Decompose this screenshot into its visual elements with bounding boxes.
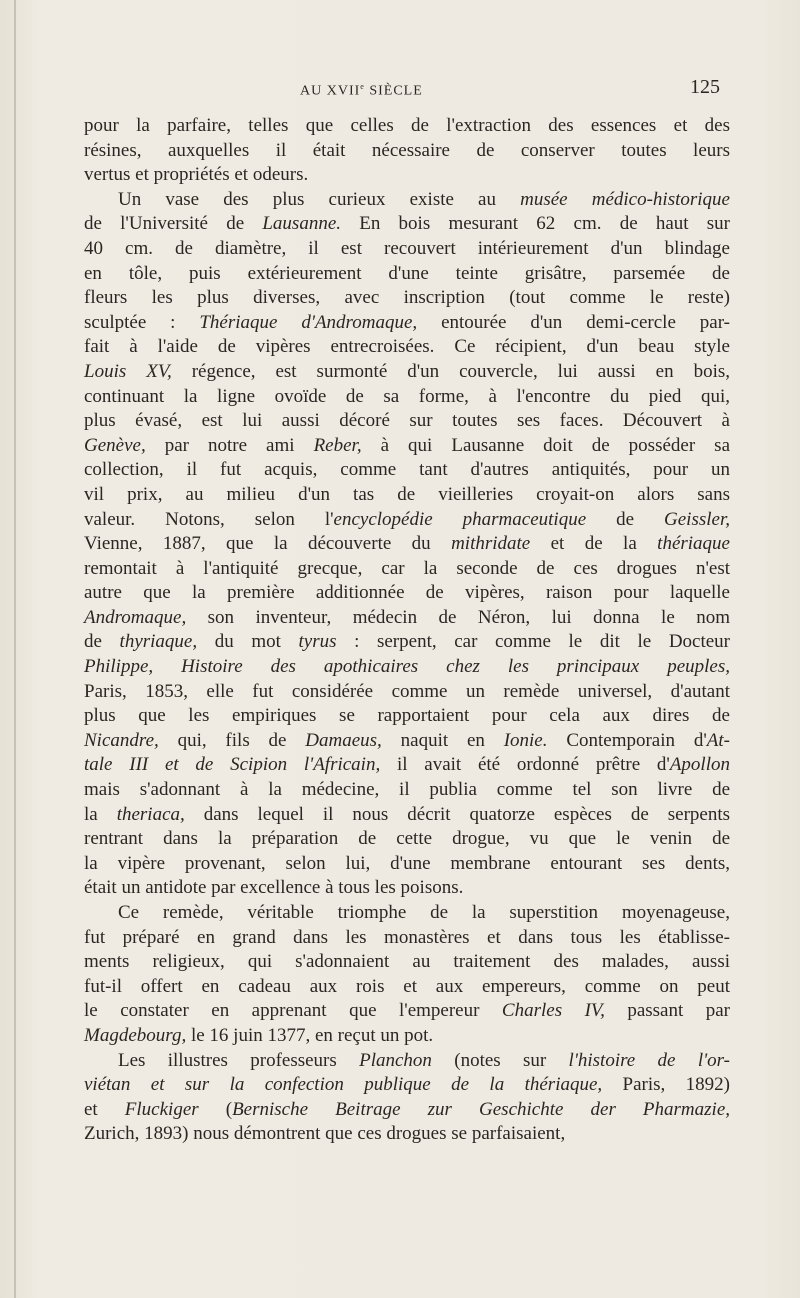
running-head: AU XVIIe SIÈCLE — [300, 82, 423, 99]
text-line: collection, il fut acquis, comme tant d'autres antiquités, pour un — [84, 459, 730, 481]
text-line: de thyriaque, du mot tyrus : serpent, car comme le dit le Docteur — [84, 631, 731, 653]
text-line: tale III et de Scipion l'Africain, il avait été ordonné prêtre d'Apollon — [84, 754, 730, 776]
text-line: Un vase des plus curieux existe au musée médico-historique — [118, 188, 730, 210]
text-line: fait à l'aide de vipères entrecroisées. Ce récipient, d'un beau style — [84, 336, 730, 358]
text-line: résines, auxquelles il était nécessaire de conserver toutes leurs — [84, 139, 730, 161]
body-text — [84, 114, 730, 1147]
text-line: Magdebourg, le 16 juin 1377, en reçut un pot. — [84, 1024, 434, 1046]
text-line: viétan et sur la confection publique de la thériaque, Paris, 1892) — [84, 1074, 731, 1096]
text-line: rentrant dans la préparation de cette drogue, vu que le venin de — [84, 828, 730, 850]
text-line: et Fluckiger (Bernische Beitrage zur Geschichte der Pharmazie, — [84, 1098, 730, 1120]
text-line: pour la parfaire, telles que celles de l'extraction des essences et des — [84, 115, 730, 136]
text-line: fut-il offert en cadeau aux rois et aux empereurs, comme on peut — [84, 975, 730, 997]
text-line: fut préparé en grand dans les monastères et dans tous les établisse- — [84, 926, 730, 948]
text-line: mais s'adonnant à la médecine, il publia comme tel son livre de — [84, 779, 730, 801]
text-line: Paris, 1853, elle fut considérée comme un remède universel, d'autant — [84, 680, 730, 702]
text-line: vertus et propriétés et odeurs. — [84, 164, 309, 186]
text-line: Philippe, Histoire des apothicaires chez les principaux peuples, — [84, 656, 730, 678]
paragraph — [84, 1049, 730, 1147]
text-line: autre que la première additionnée de vipères, raison pour laquelle — [84, 582, 730, 604]
page-edge — [14, 0, 16, 1298]
text-line: la theriaca, dans lequel il nous décrit quatorze espèces de serpents — [84, 803, 731, 825]
text-line: remontait à l'antiquité grecque, car la seconde de ces drogues n'est — [84, 557, 730, 579]
text-line: Andromaque, son inventeur, médecin de Néron, lui donna le nom — [84, 606, 730, 628]
text-line: Ce remède, véritable triomphe de la superstition moyenageuse, — [118, 902, 730, 923]
text-line: plus que les empiriques se rapportaient pour cela aux dires de — [84, 705, 730, 727]
text-line: sculptée : Thériaque d'Andromaque, entourée d'un demi-cercle par- — [84, 311, 730, 333]
text-line: valeur. Notons, selon l'encyclopédie pharmaceutique de Geissler, — [84, 508, 730, 530]
text-line: plus évasé, est lui aussi décoré sur toutes ses faces. Découvert à — [84, 410, 730, 432]
text-line: en tôle, puis extérieurement d'une teinte grisâtre, parsemée de — [84, 262, 730, 284]
paragraph — [84, 901, 730, 1049]
text-line: Zurich, 1893) nous démontrent que ces drogues se parfaisaient, — [84, 1123, 566, 1145]
text-line: était un antidote par excellence à tous les poisons. — [84, 877, 464, 899]
text-line: vil prix, au milieu d'un tas de vieilleries croyait-on alors sans — [84, 483, 730, 505]
text-line: le constater en apprenant que l'empereur Charles IV, passant par — [84, 1000, 730, 1022]
page-number: 125 — [690, 76, 720, 98]
text-line: la vipère provenant, selon lui, d'une membrane entourant ses dents, — [84, 852, 730, 874]
text-line: Nicandre, qui, fils de Damaeus, naquit en Ionie. Contemporain d'At- — [84, 729, 730, 751]
text-line: Les illustres professeurs Planchon (notes sur l'histoire de l'or- — [118, 1049, 730, 1071]
text-line: continuant la ligne ovoïde de sa forme, à l'encontre du pied qui, — [84, 385, 730, 407]
text-line: de l'Université de Lausanne. En bois mesurant 62 cm. de haut sur — [84, 213, 730, 235]
page-header — [0, 76, 800, 106]
text-line: Genève, par notre ami Reber, à qui Lausanne doit de posséder sa — [84, 434, 731, 456]
paragraph — [84, 188, 730, 901]
paragraph — [84, 114, 730, 188]
text-line: Vienne, 1887, que la découverte du mithridate et de la thériaque — [84, 533, 730, 555]
text-line: Louis XV, régence, est surmonté d'un couvercle, lui aussi en bois, — [84, 360, 730, 382]
text-line: ments religieux, qui s'adonnaient au traitement des malades, aussi — [84, 951, 730, 973]
text-line: 40 cm. de diamètre, il est recouvert intérieurement d'un blindage — [84, 237, 730, 259]
text-line: fleurs les plus diverses, avec inscription (tout comme le reste) — [84, 287, 730, 309]
